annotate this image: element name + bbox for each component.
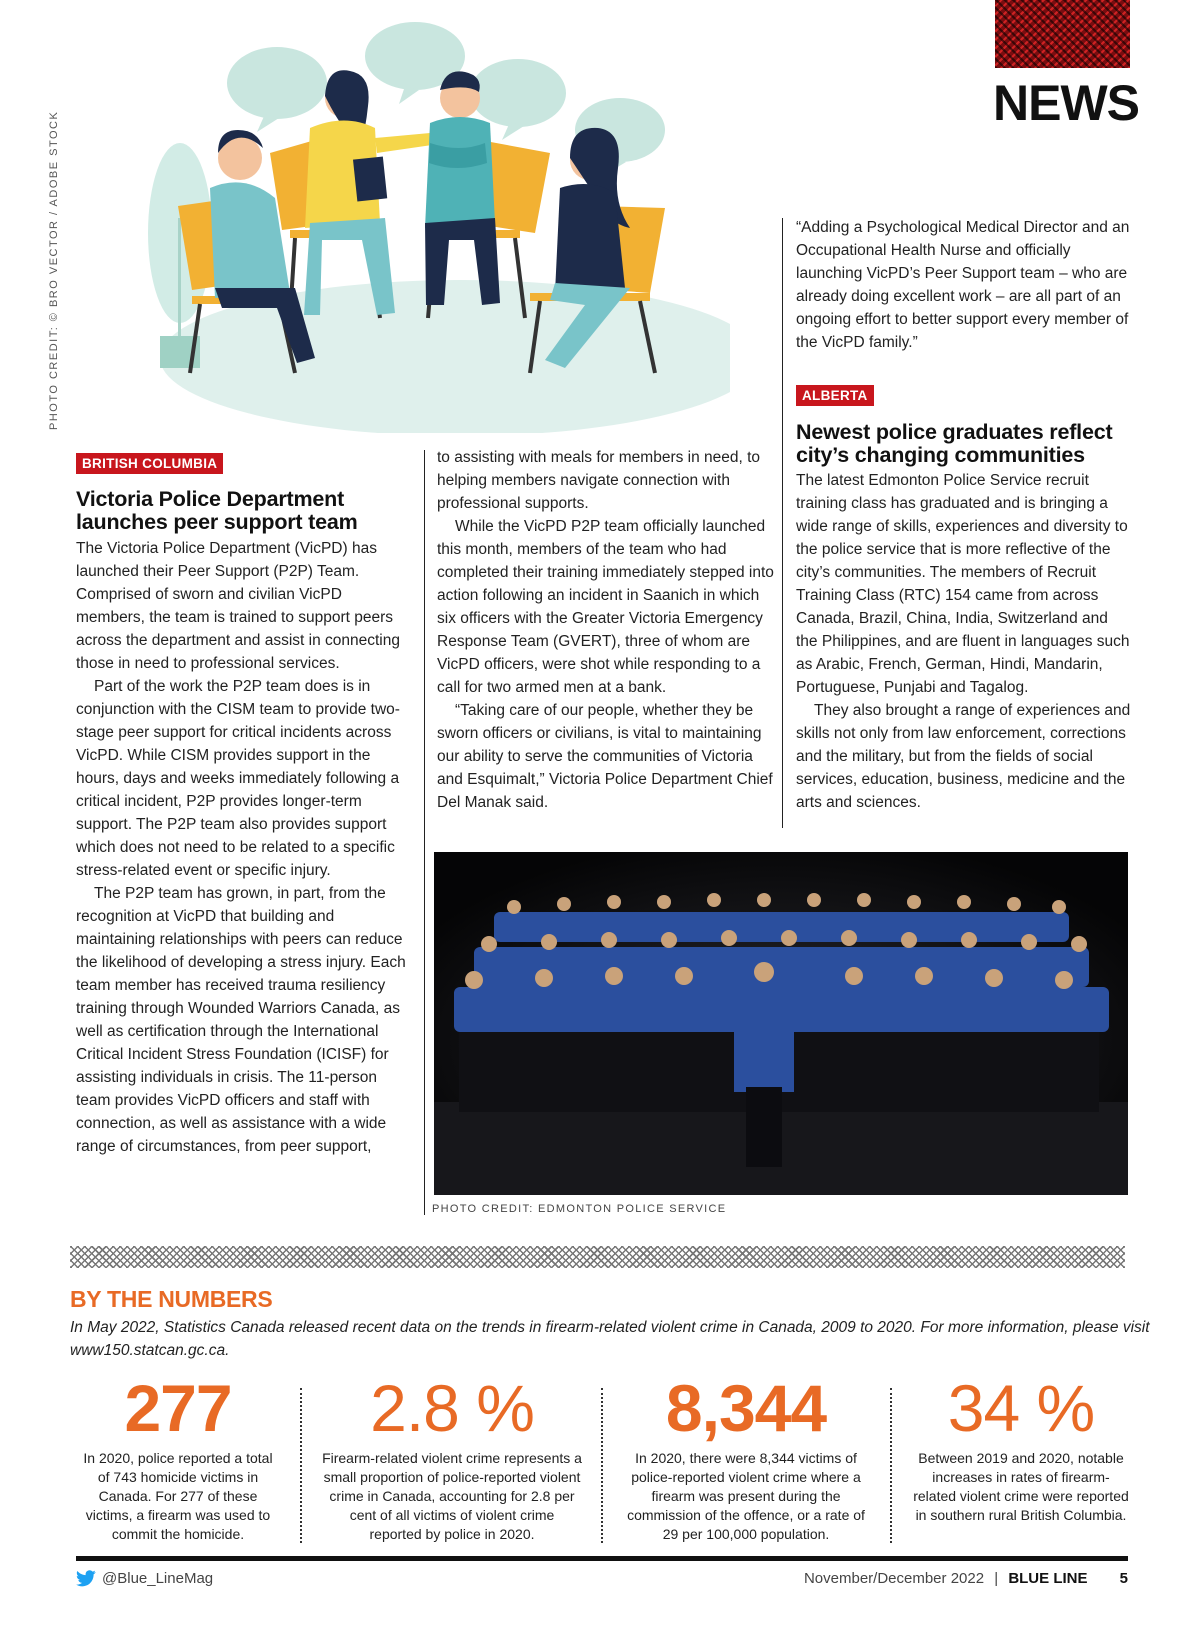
bc-paragraph-3: The P2P team has grown, in part, from the recognition at VicPD that building and maintaining relationships with peers can reduce the likelihood of developing a stress injury. Each team member has received trauma resiliency training through Wounded Warriors Canada, as well as certification through the International Critical Incident Stress Foundation (ICISF) for assisting individuals in crisis. The 11-person team provides VicPD officers and staff with connection, as well as assistance with a wide range of circumstances, from peer support,	[76, 885, 406, 1155]
graduation-photo	[434, 852, 1128, 1195]
photo-caption: PHOTO CREDIT: EDMONTON POLICE SERVICE	[432, 1203, 727, 1215]
column-rule-2	[782, 218, 783, 828]
magazine-name: BLUE LINE	[1008, 1570, 1088, 1587]
bc-paragraph-5: While the VicPD P2P team officially launched this month, members of the team who had completed their training immediately stepped into action following an incident in Saanich in which six officers with the Greater Victoria Emergency Response Team (GVERT), three of whom are VicPD officers, were shot while responding to a call for two armed men at a bank.	[437, 518, 774, 696]
column-1	[76, 537, 410, 1158]
stat-value: 277	[124, 1371, 232, 1445]
stat-homicides	[78, 1373, 278, 1544]
bc-paragraph-2: Part of the work the P2P team does is in conjunction with the CISM team to provide two-stage peer support for critical incidents across VicPD. While CISM provides support in the hours, days and weeks immediately following a critical incident, P2P provides longer-term support. The P2P team also provides support which does not need to be related to a specific stress-related event or specific injury.	[76, 678, 400, 879]
bc-paragraph-7: “Adding a Psychological Medical Director and an Occupational Health Nurse and officially launching VicPD’s Peer Support team – who are already doing excellent work – are all part of an ongoing effort to better support every member of the VicPD family.”	[796, 219, 1130, 351]
footer-rule	[76, 1556, 1128, 1561]
stat-value: 8,344	[665, 1371, 827, 1445]
headline-victoria-peer-support	[76, 488, 416, 534]
stat-proportion	[322, 1373, 582, 1544]
section-divider-hatch	[70, 1246, 1125, 1268]
news-header-pattern	[995, 0, 1130, 68]
twitter-handle[interactable]: @Blue_LineMag	[102, 1570, 214, 1587]
ab-paragraph-2: They also brought a range of experiences and skills not only from law enforcement, corrections and the military, but from the fields of social services, education, business, medicine and the arts and sciences.	[796, 702, 1131, 811]
stat-description: Firearm-related violent crime represents a small proportion of police-reported violent crime in Canada, accounting for 2.8 per cent of all victims of violent crime reported by police in 2020.	[322, 1450, 582, 1542]
stat-description: Between 2019 and 2020, notable increases in rates of firearm-related violent crime were reported in southern rural British Columbia.	[913, 1450, 1129, 1523]
bc-paragraph-4: to assisting with meals for members in need, to helping members navigate connection with professional supports.	[437, 449, 761, 512]
stat-value: 2.8 %	[370, 1371, 534, 1445]
headline-line-2: launches peer support team	[76, 510, 358, 534]
by-the-numbers-intro: In May 2022, Statistics Canada released recent data on the trends in firearm-related violent crime in Canada, 2009 to 2020. For more information, please visit www150.statcan.gc.ca.	[70, 1319, 1150, 1359]
stat-description: In 2020, police reported a total of 743 homicide victims in Canada. For 277 of these victims, a firearm was used to commit the homicide.	[83, 1450, 273, 1542]
footer-issue	[804, 1570, 1128, 1587]
footer-separator: |	[994, 1570, 999, 1587]
stat-increase	[912, 1373, 1130, 1525]
tag-british-columbia: BRITISH COLUMBIA	[76, 453, 223, 474]
section-title: NEWS	[993, 75, 1139, 131]
column-3-top	[796, 216, 1132, 354]
stat-divider-1	[300, 1388, 302, 1543]
by-the-numbers-title: BY THE NUMBERS	[70, 1286, 273, 1312]
bc-paragraph-1: The Victoria Police Department (VicPD) has launched their Peer Support (P2P) Team. Comprised of sworn and civilian VicPD members, the team is trained to support peers across the department and assist in connecting those in need to professional services.	[76, 540, 400, 672]
stat-divider-2	[601, 1388, 603, 1543]
stat-description: In 2020, there were 8,344 victims of police-reported violent crime where a firearm was present during the commission of the offence, or a rate of 29 per 100,000 population.	[627, 1450, 865, 1542]
column-2	[437, 446, 775, 814]
issue-date: November/December 2022	[803, 1570, 985, 1587]
footer-social	[76, 1570, 213, 1587]
tag-alberta: ALBERTA	[796, 385, 874, 406]
ab-paragraph-1: The latest Edmonton Police Service recruit training class has graduated and is bringing a wide range of skills, experiences and diversity to the police service that is more reflective of the city’s communities. The members of Recruit Training Class (RTC) 154 came from across Canada, Brazil, China, India, Switzerland and the Philippines, and are fluent in languages such as Arabic, French, German, Hindi, Mandarin, Portuguese, Punjabi and Tagalog.	[796, 472, 1130, 696]
column-rule-1	[424, 450, 425, 1215]
stat-victims	[622, 1373, 870, 1544]
bc-paragraph-6: “Taking care of our people, whether they be sworn officers or civilians, is vital to maintaining our ability to serve the communities of Victoria and Esquimalt,” Victoria Police Department Chief Del Manak said.	[437, 702, 773, 811]
stat-divider-3	[890, 1388, 892, 1543]
headline-line-1: Victoria Police Department	[76, 487, 345, 511]
column-3-bottom	[796, 469, 1132, 814]
stat-value: 34 %	[947, 1371, 1095, 1445]
page-number: 5	[1119, 1570, 1128, 1587]
peer-support-illustration	[130, 18, 730, 433]
headline-edmonton-graduates	[796, 421, 1136, 467]
twitter-icon	[76, 1570, 96, 1587]
headline-line-1: Newest police graduates reflect	[796, 420, 1113, 444]
illustration-credit: PHOTO CREDIT: © BRO VECTOR / ADOBE STOCK	[48, 110, 60, 430]
headline-line-2: city’s changing communities	[796, 443, 1085, 467]
